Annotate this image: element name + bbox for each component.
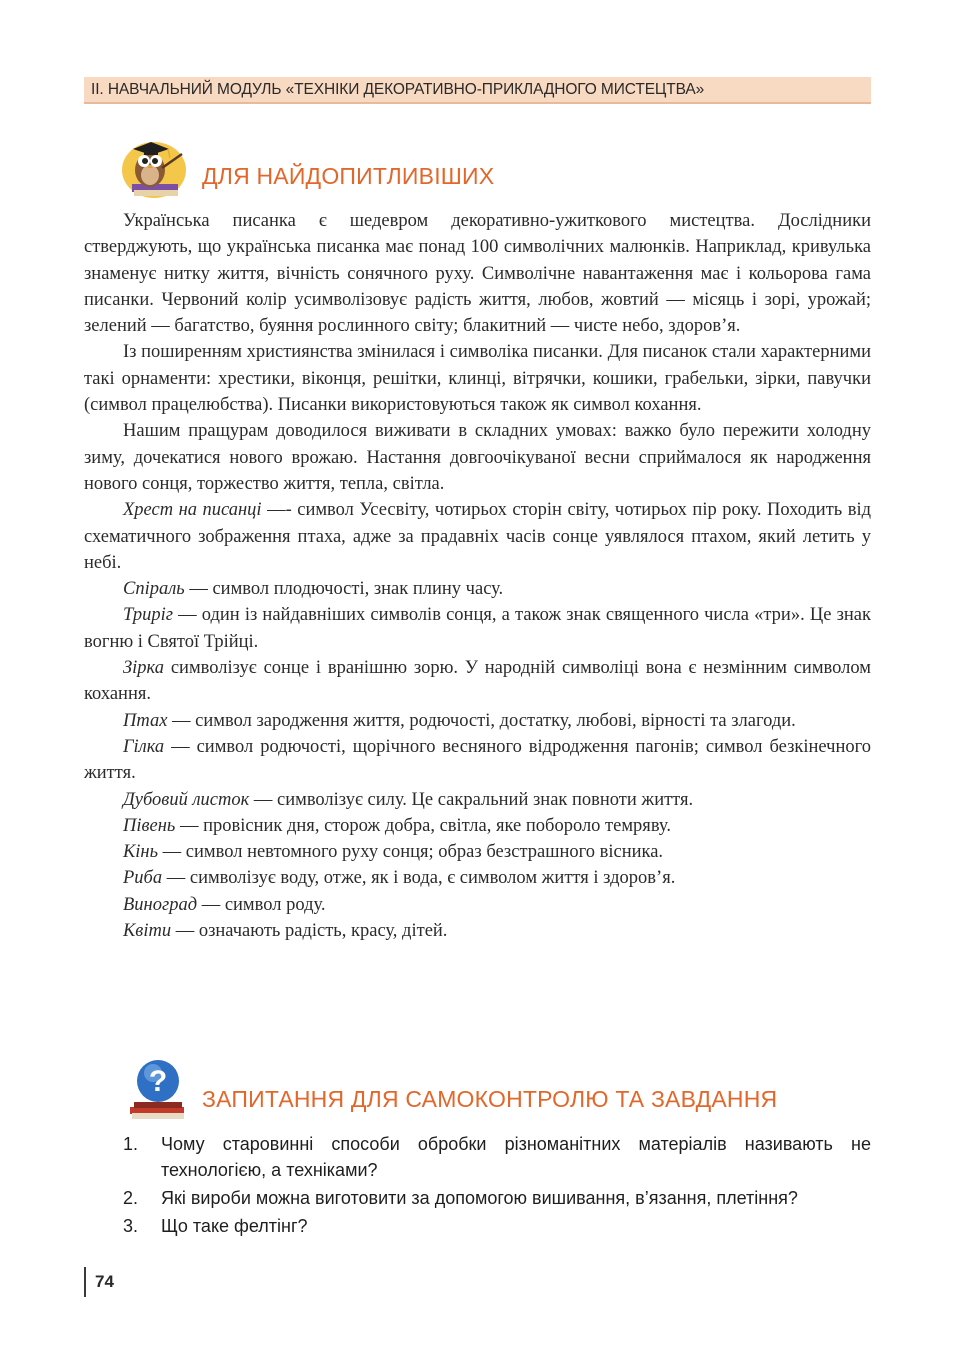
symbol-paragraph: Птах — символ зародження життя, родючості, достатку, любові, вірності та злагоди.	[123, 710, 796, 731]
question-mark-book-icon	[126, 1059, 188, 1121]
owl-scholar-icon	[120, 134, 192, 200]
question-text: Які вироби можна виготовити за допомогою вишивання, в’язання, плетіння?	[161, 1188, 798, 1208]
page-number: 74	[95, 1272, 114, 1291]
paragraph: Із поширенням християнства змінилася і символіка писанки. Для писанок стали характерними такі орнаменти: хрестики, віконця, решітки, клинці, вітрячки, кошики, грабельки, зірки, павучки (символ працелюбства). Писанки використовуються також як символ кохання.	[84, 342, 871, 416]
chapter-header-title: ІІ. НАВЧАЛЬНИЙ МОДУЛЬ «ТЕХНІКИ ДЕКОРАТИВНО-ПРИКЛАДНОГО МИСТЕЦТВА»	[91, 81, 705, 98]
symbol-paragraph: Зірка символізує сонце і вранішню зорю. У народній символіці вона є незмінним символом кохання.	[84, 658, 871, 705]
page-number-rule	[84, 1267, 86, 1297]
symbol-paragraph: Дубовий листок — символізує силу. Це сакральний знак повноти життя.	[123, 789, 694, 810]
section-title-self-control: ЗАПИТАННЯ ДЛЯ САМОКОНТРОЛЮ ТА ЗАВДАННЯ	[202, 1086, 778, 1112]
symbol-paragraph: Кінь — символ невтомного руху сонця; образ безстрашного вісника.	[123, 842, 664, 863]
question-number: 3.	[123, 1216, 139, 1236]
symbol-paragraph: Триріг — один із найдавніших символів сонця, а також знак священного числа «три». Це знак вогню і Святої Трійці.	[84, 605, 871, 652]
questions-list	[84, 1131, 871, 1241]
symbol-paragraph: Виноград — символ роду.	[123, 894, 326, 915]
list-item	[84, 1131, 871, 1183]
symbol-paragraph: Хрест на писанці —- символ Усесвіту, чотирьох сторін світу, чотирьох пір року. Походить від схематичного зображення птаха, адже за прадавніх часів сонце уявлялося птахом, який летить у небі.	[84, 500, 871, 573]
question-number: 2.	[123, 1188, 139, 1208]
symbol-paragraph: Гілка — символ родючості, щорічного весняного відродження пагонів; символ безкінечного життя.	[84, 736, 871, 784]
question-text: Чому старовинні способи обробки різноманітних матеріалів називають не технологією, а техніками?	[161, 1134, 871, 1180]
question-number: 1.	[123, 1134, 139, 1154]
list-item	[84, 1185, 871, 1211]
paragraph: Українська писанка є шедевром декоративно-ужиткового мистецтва. Дослідники стверджують, що українська писанка має понад 100 символічних малюнків. Наприклад, кривулька знаменує нитку життя, вічність сонячного руху. Символічне навантаження має і кольорова гама писанки. Червоний колір усимволізовує радість життя, любов, жовтий — місяць і зорі, урожай; зелений — багатство, буяння рослинного світу; блакитний — чисте небо, здоров’я.	[84, 211, 871, 337]
curious-section-body	[84, 208, 871, 944]
symbol-paragraph: Спіраль — символ плодючості, знак плину часу.	[123, 579, 504, 600]
symbol-paragraph: Півень — провісник дня, сторож добра, світла, яке побороло темряву.	[123, 815, 671, 836]
question-text: Що таке фелтінг?	[161, 1216, 308, 1236]
paragraph: Нашим пращурам доводилося виживати в складних умовах: важко було пережити холодну зиму, дочекатися нового врожаю. Настання довгоочікуваної весни сприймалося як народження нового сонця, торжество життя, тепла, світла.	[84, 421, 871, 494]
svg-text:?: ?	[148, 1065, 168, 1098]
symbol-paragraph: Квіти — означають радість, красу, дітей.	[123, 921, 448, 942]
symbol-paragraph: Риба — символізує воду, отже, як і вода, є символом життя і здоров’я.	[123, 868, 676, 889]
section-title-curious: ДЛЯ НАЙДОПИТЛИВІШИХ	[202, 163, 495, 189]
chapter-header-bar	[84, 77, 871, 104]
list-item	[84, 1213, 871, 1239]
